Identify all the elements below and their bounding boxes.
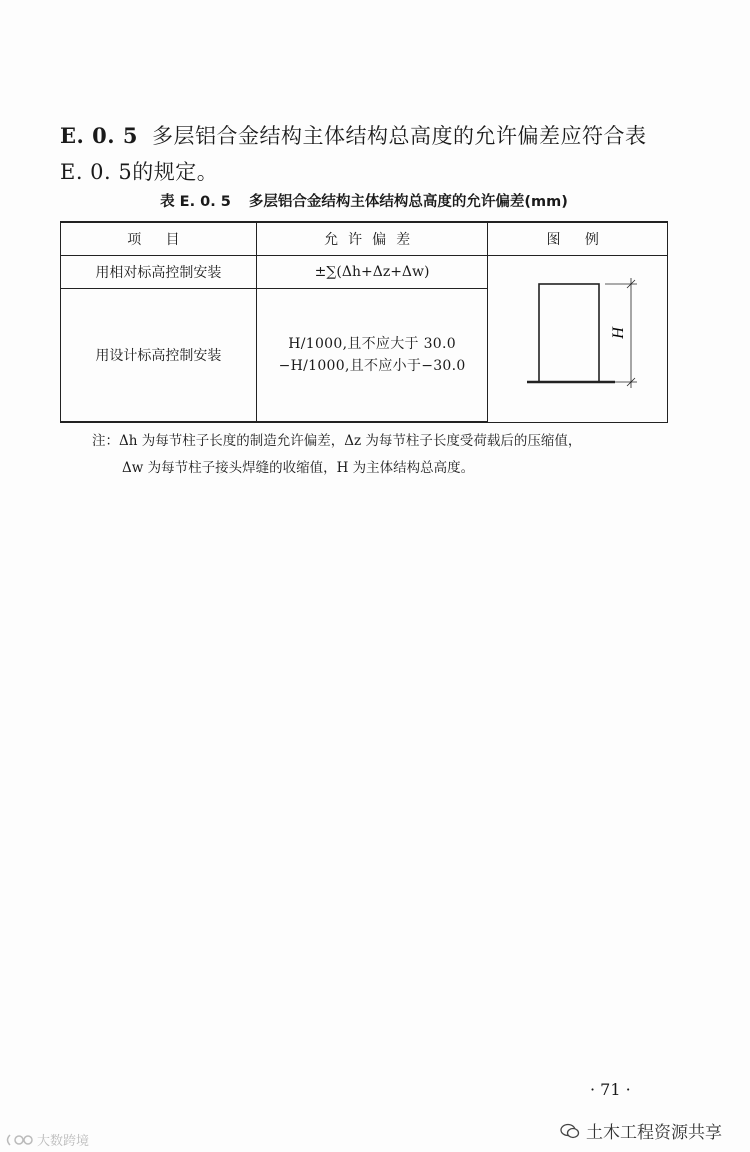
table-note [92, 428, 682, 482]
section-text-2: E. 0. 5的规定。 [60, 160, 219, 184]
section-text-1: 多层铝合金结构主体结构总高度的允许偏差应符合表 [151, 124, 647, 148]
logo-icon [4, 1132, 34, 1148]
section-line-1 [60, 118, 700, 154]
table-header-row [61, 222, 668, 256]
wechat-icon [560, 1123, 580, 1139]
watermark-right-text: 土木工程资源共享 [586, 1123, 722, 1143]
watermark-left [4, 1130, 89, 1149]
watermark-right [560, 1118, 722, 1143]
table-caption-title: 多层铝合金结构主体结构总高度的允许偏差(mm) [248, 194, 568, 210]
row2-deviation-line1: H/1000,且不应大于 30.0 [288, 336, 456, 352]
table-caption-number: 表 E. 0. 5 [160, 194, 231, 210]
header-figure: 图 例 [488, 222, 668, 256]
row2-deviation [256, 289, 488, 423]
note-line-2: Δw 为每节柱子接头焊缝的收缩值，H 为主体结构总高度。 [122, 460, 475, 476]
table-caption [60, 190, 668, 211]
row1-deviation: ±∑(Δh+Δz+Δw) [256, 256, 488, 289]
note-line-1: 注：Δh 为每节柱子长度的制造允许偏差，Δz 为每节柱子长度受荷载后的压缩值， [92, 433, 582, 449]
height-label: H [609, 326, 627, 339]
column-outline [539, 284, 599, 382]
section-paragraph [60, 118, 700, 190]
column-height-diagram [503, 272, 653, 402]
page-number: · 71 · [590, 1080, 631, 1099]
row2-item: 用设计标高控制安装 [61, 289, 257, 423]
header-item: 项 目 [61, 222, 257, 256]
row2-deviation-line2: −H/1000,且不应小于−30.0 [278, 358, 466, 374]
section-number: E. 0. 5 [60, 123, 138, 148]
deviation-table [60, 221, 668, 423]
header-deviation: 允许偏差 [256, 222, 488, 256]
figure-cell [488, 256, 668, 423]
watermark-left-text: 大数跨境 [37, 1134, 90, 1149]
table-row [61, 256, 668, 289]
row1-item: 用相对标高控制安装 [61, 256, 257, 289]
